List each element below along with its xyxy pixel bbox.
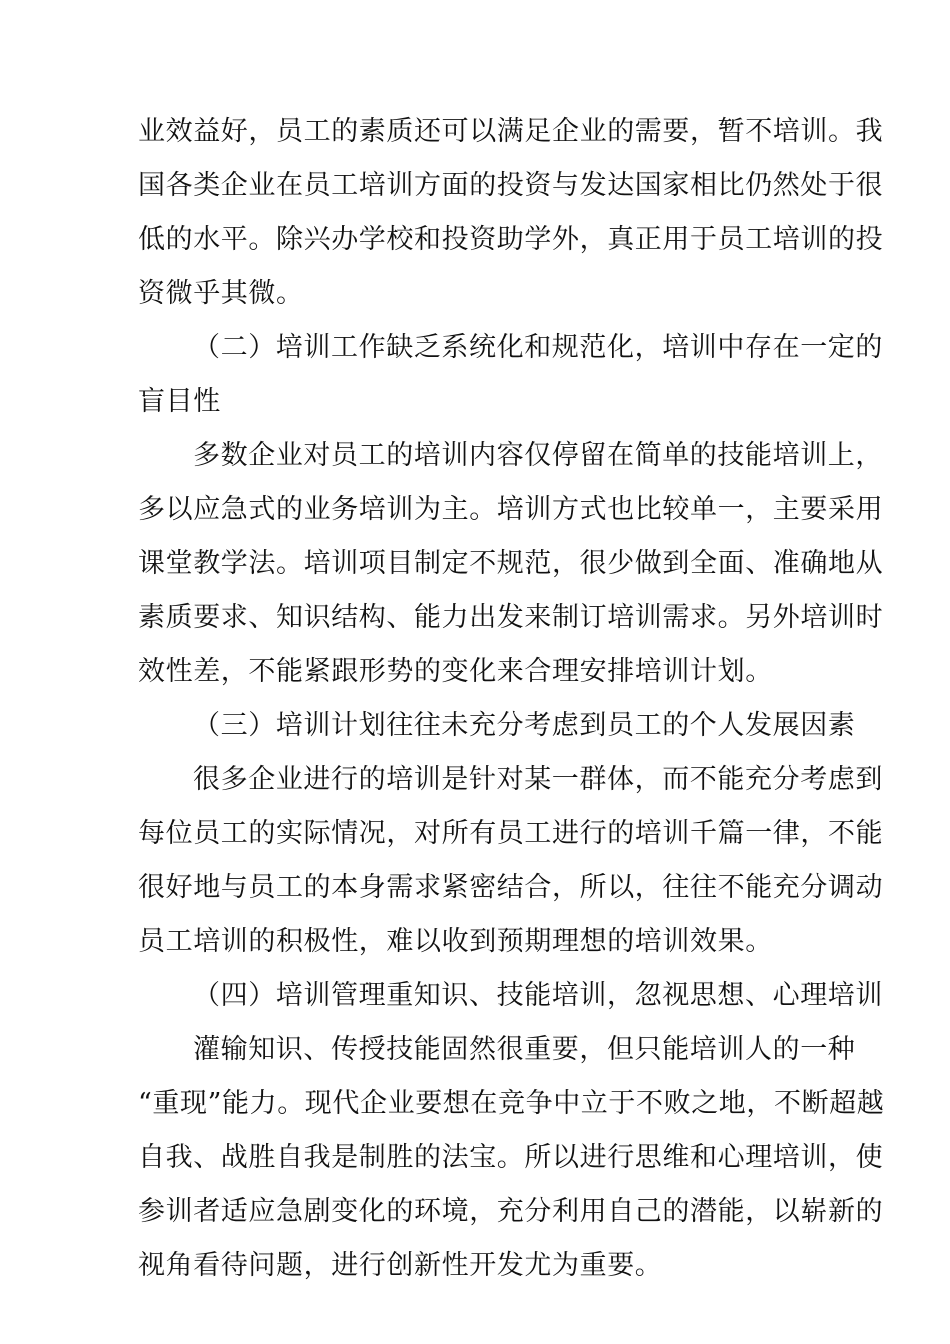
- text-line: 课堂教学法。培训项目制定不规范，很少做到全面、准确地从: [138, 548, 884, 579]
- section-heading-3: [138, 699, 856, 753]
- text-line: 多数企业对员工的培训内容仅停留在简单的技能培训上，: [193, 440, 883, 471]
- paragraph: [138, 1023, 885, 1293]
- heading-line: （三）培训计划往往未充分考虑到员工的个人发展因素: [193, 710, 856, 741]
- text-line: 很好地与员工的本身需求紧密结合，所以，往往不能充分调动: [138, 872, 884, 903]
- heading-line: （四）培训管理重知识、技能培训，忽视思想、心理培训: [193, 980, 883, 1011]
- paragraph: [138, 429, 884, 699]
- text-line: 参训者适应急剧变化的环境，充分利用自己的潜能，以崭新的: [138, 1196, 884, 1227]
- document-page: [138, 105, 885, 1293]
- text-line: “重现”能力。现代企业要想在竞争中立于不败之地，不断超越: [138, 1088, 885, 1119]
- heading-line: 盲目性: [138, 386, 221, 417]
- paragraph-continued: [138, 105, 884, 321]
- text-line: 员工培训的积极性，难以收到预期理想的培训效果。: [138, 926, 773, 957]
- text-line: 灌输知识、传授技能固然很重要，但只能培训人的一种: [193, 1034, 856, 1065]
- text-line: 多以应急式的业务培训为主。培训方式也比较单一，主要采用: [138, 494, 884, 525]
- text-line: 每位员工的实际情况，对所有员工进行的培训千篇一律，不能: [138, 818, 884, 849]
- section-heading-4: [138, 969, 883, 1023]
- section-heading-2: [138, 321, 883, 429]
- text-line: 自我、战胜自我是制胜的法宝。所以进行思维和心理培训，使: [138, 1142, 884, 1173]
- heading-line: （二）培训工作缺乏系统化和规范化，培训中存在一定的: [193, 332, 883, 363]
- text-line: 国各类企业在员工培训方面的投资与发达国家相比仍然处于很: [138, 170, 884, 201]
- text-line: 很多企业进行的培训是针对某一群体，而不能充分考虑到: [193, 764, 883, 795]
- paragraph: [138, 753, 884, 969]
- text-line: 视角看待问题，进行创新性开发尤为重要。: [138, 1250, 663, 1281]
- text-line: 资微乎其微。: [138, 278, 304, 309]
- text-line: 素质要求、知识结构、能力出发来制订培训需求。另外培训时: [138, 602, 884, 633]
- text-line: 效性差，不能紧跟形势的变化来合理安排培训计划。: [138, 656, 773, 687]
- text-line: 业效益好，员工的素质还可以满足企业的需要，暂不培训。我: [138, 116, 884, 147]
- text-line: 低的水平。除兴办学校和投资助学外，真正用于员工培训的投: [138, 224, 884, 255]
